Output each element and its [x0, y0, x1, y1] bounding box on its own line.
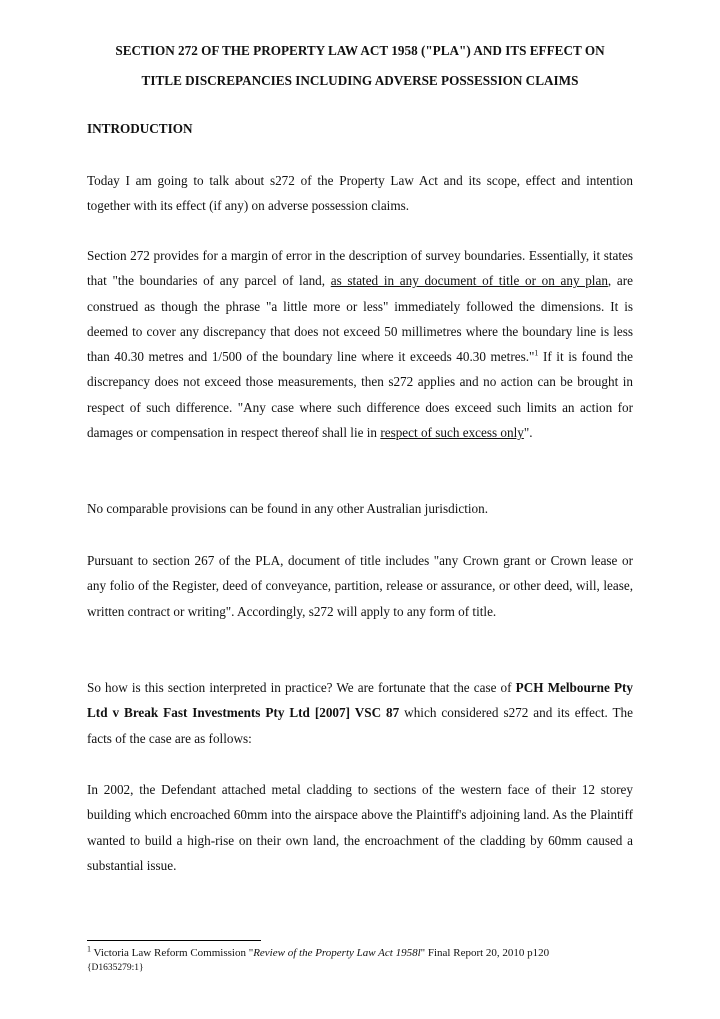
paragraph-1: Today I am going to talk about s272 of the Property Law Act and its scope, effect and intention together with its effect (if any) on adverse possession claims.	[87, 173, 633, 214]
footnote-number: 1	[87, 944, 91, 954]
p2-underline-2: respect of such excess only	[380, 425, 524, 441]
case-citation: PCH Melbourne Pty Ltd v Break Fast Investments Pty Ltd [2007] VSC 87	[87, 680, 633, 721]
paragraph-3: No comparable provisions can be found in any other Australian jurisdiction.	[87, 501, 489, 516]
paragraph-5	[87, 675, 633, 751]
paragraph-2	[87, 243, 633, 445]
p2-underline-1: as stated in any document of title or on any plan	[330, 273, 608, 289]
paragraph-4: Pursuant to section 267 of the PLA, document of title includes "any Crown grant or Crown lease or any folio of the Register, deed of conveyance, partition, release or assurance, or other deed, will, lease, written contract or writing". Accordingly, s272 will apply to any form of title.	[87, 553, 633, 619]
document-title	[87, 36, 633, 96]
p2-text-c: If it is found the discrepancy does not exceed those measurements, then s272 applies and no action can be brought in respect of such difference. "Any case where such difference does exceed such limits an action for damages or compensation in respect thereof shall lie in	[87, 349, 633, 441]
p2-text-b: , are construed as though the phrase "a little more or less" immediately followed the dimensions. It is deemed to cover any discrepancy that does not exceed 50 millimetres where the boundary line is less than 40.30 metres and 1/500 of the boundary line where it exceeds 40.30 metres."	[87, 273, 633, 365]
title-line-2: TITLE DISCREPANCIES INCLUDING ADVERSE POSSESSION CLAIMS	[141, 73, 579, 88]
footnote-divider	[87, 940, 261, 941]
title-line-1: SECTION 272 OF THE PROPERTY LAW ACT 1958 ("PLA") AND ITS EFFECT ON	[115, 43, 605, 58]
document-reference: {D1635279:1}	[87, 963, 144, 973]
footnote-text-b: " Final Report 20, 2010 p120	[420, 947, 550, 959]
p2-text-d: ".	[523, 425, 533, 441]
footnote-italic-title: Review of the Property Law Act 1958l	[253, 947, 421, 959]
p2-text-a: Section 272 provides for a margin of error in the description of survey boundaries. Essentially, it states that "the boundaries of any parcel of land,	[87, 248, 633, 289]
footnote	[87, 946, 549, 960]
footnote-reference[interactable]: 1	[534, 348, 539, 358]
p5-text-b: which considered s272 and its effect. The facts of the case are as follows:	[87, 705, 633, 746]
p5-text-a: So how is this section interpreted in practice? We are fortunate that the case of	[87, 680, 516, 695]
section-heading: INTRODUCTION	[87, 121, 193, 136]
footnote-text-a: Victoria Law Reform Commission "	[91, 947, 254, 959]
paragraph-6: In 2002, the Defendant attached metal cladding to sections of the western face of their 12 storey building which encroached 60mm into the airspace above the Plaintiff's adjoining land. As the Plaintiff wanted to build a high-rise on their own land, the encroachment of the cladding by 60mm caused a substantial issue.	[87, 782, 633, 873]
